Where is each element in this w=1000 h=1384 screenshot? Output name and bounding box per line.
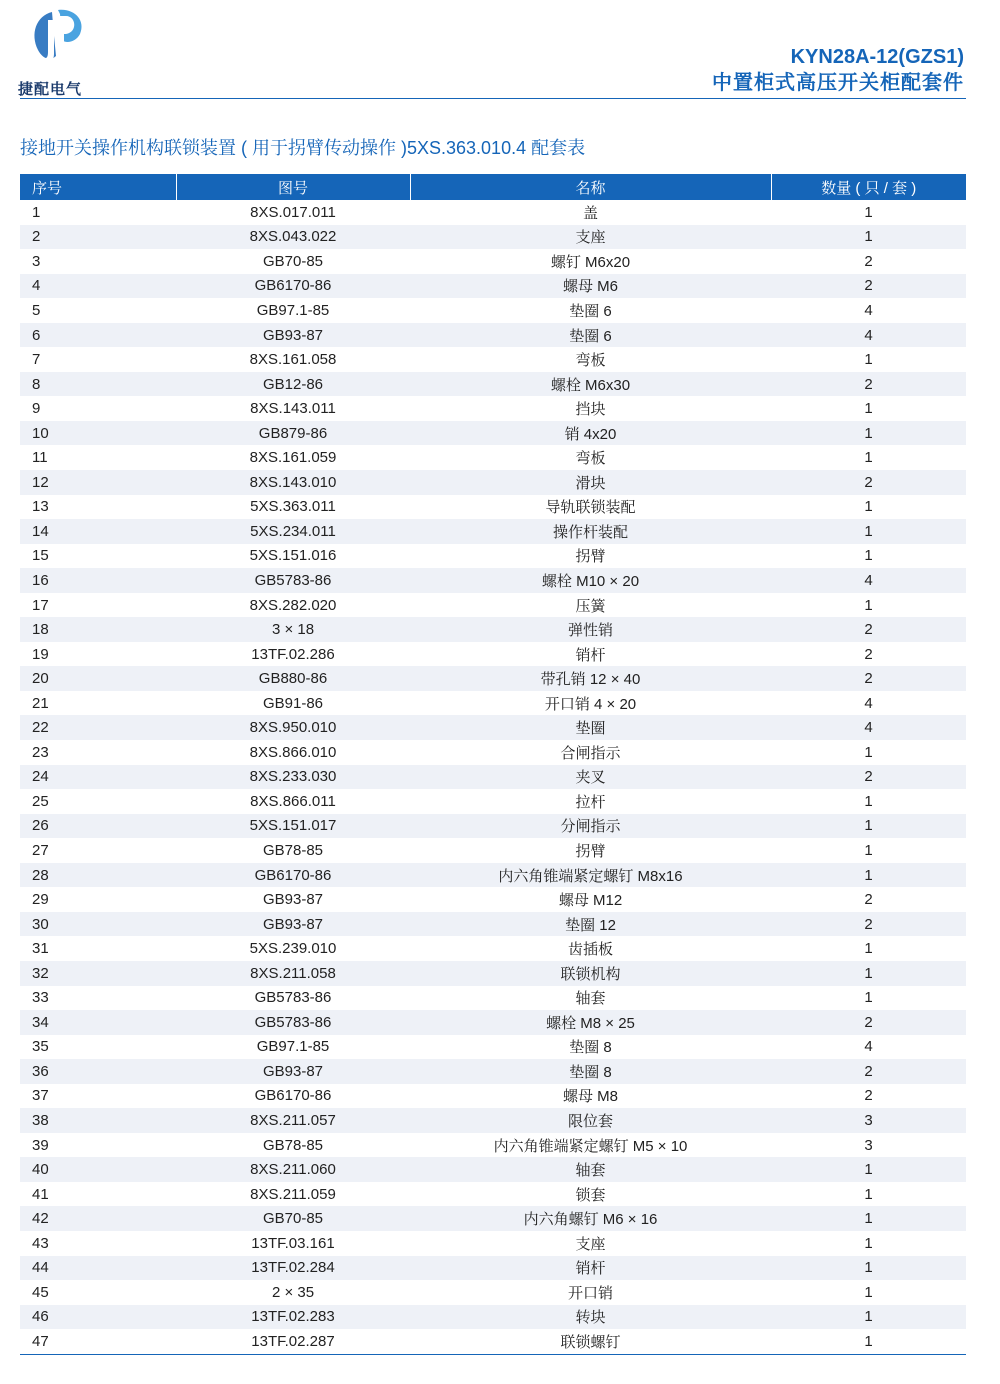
- cell-drawing-number: GB97.1-85: [256, 1038, 330, 1056]
- table-row: [20, 544, 966, 569]
- cell-drawing-number: GB879-86: [176, 421, 410, 446]
- table-row: [20, 495, 966, 520]
- table-row: [20, 323, 966, 348]
- parts-table-container: [20, 174, 966, 1355]
- table-row: [20, 347, 966, 372]
- cell-no: 18: [20, 617, 176, 642]
- table-row: [20, 445, 966, 470]
- cell-drawing-number: GB6170-86: [176, 274, 410, 299]
- cell-drawing-number: 13TF.02.287: [251, 1332, 335, 1350]
- cell-drawing-number: GB5783-86: [254, 989, 332, 1007]
- cell-no: 4: [20, 274, 176, 299]
- cell-quantity: 1: [771, 814, 966, 839]
- cell-part-name: 内六角锥端紧定螺钉 M8x16: [410, 863, 771, 888]
- cell-no: 13: [32, 498, 49, 516]
- cell-quantity: 2: [771, 617, 966, 642]
- cell-drawing-number: 8XS.161.059: [249, 449, 337, 467]
- cell-drawing-number: GB93-87: [176, 1059, 410, 1084]
- table-row: [20, 863, 966, 888]
- cell-part-name: 垫圈 8: [410, 1059, 771, 1084]
- cell-no: 9: [32, 400, 41, 418]
- table-row: [20, 470, 966, 495]
- cell-quantity: 1: [771, 225, 966, 250]
- cell-quantity: 1: [864, 1283, 873, 1301]
- cell-quantity: 1: [864, 203, 873, 221]
- table-row: [20, 1329, 966, 1354]
- cell-no: 44: [20, 1256, 176, 1281]
- table-row: [20, 372, 966, 397]
- cell-part-name: 夹叉: [410, 765, 771, 790]
- cell-no: 20: [20, 666, 176, 691]
- cell-drawing-number: 13TF.02.286: [251, 645, 335, 663]
- cell-quantity: 2: [771, 912, 966, 937]
- cell-drawing-number: 8XS.161.058: [249, 351, 337, 369]
- product-series: 中置柜式高压开关柜配套件: [712, 72, 964, 94]
- cell-part-name: 分闸指示: [410, 814, 771, 839]
- cell-no: 11: [32, 449, 48, 467]
- table-row: [20, 1035, 966, 1060]
- table-row: [20, 249, 966, 274]
- table-row: [20, 1084, 966, 1109]
- cell-no: 40: [20, 1157, 176, 1182]
- cell-quantity: 2: [771, 274, 966, 299]
- table-row: [20, 421, 966, 446]
- cell-no: 19: [32, 645, 49, 663]
- cell-quantity: 4: [771, 323, 966, 348]
- cell-quantity: 2: [864, 891, 873, 909]
- cell-no: 8: [20, 372, 176, 397]
- table-row: [20, 396, 966, 421]
- table-row: [20, 1280, 966, 1305]
- cell-quantity: 1: [864, 1185, 873, 1203]
- cell-drawing-number: 8XS.211.059: [250, 1185, 336, 1203]
- cell-drawing-number: GB93-87: [176, 912, 410, 937]
- cell-drawing-number: 8XS.017.011: [250, 203, 336, 221]
- cell-drawing-number: 5XS.151.016: [249, 547, 337, 565]
- cell-drawing-number: GB12-86: [176, 372, 410, 397]
- cell-no: 37: [32, 1087, 49, 1105]
- cell-part-name: 销杆: [575, 646, 606, 664]
- table-header-row: [20, 174, 966, 200]
- cell-quantity: 1: [864, 989, 873, 1007]
- cell-no: 31: [32, 940, 49, 958]
- cell-quantity: 1: [771, 1305, 966, 1330]
- table-bottom-rule: [20, 1354, 966, 1355]
- cell-quantity: 1: [771, 519, 966, 544]
- table-row: [20, 1157, 966, 1182]
- cell-drawing-number: 8XS.211.058: [176, 961, 410, 986]
- table-row: [20, 298, 966, 323]
- cell-drawing-number: GB6170-86: [254, 1087, 332, 1105]
- cell-drawing-number: 8XS.282.020: [249, 596, 337, 614]
- table-row: [20, 519, 966, 544]
- cell-part-name: 联锁螺钉: [560, 1333, 621, 1351]
- cell-part-name: 压簧: [575, 597, 606, 615]
- jp-logo-icon: [24, 6, 90, 72]
- cell-no: 28: [20, 863, 176, 888]
- cell-no: 34: [20, 1010, 176, 1035]
- cell-quantity: 2: [771, 1010, 966, 1035]
- cell-part-name: 开口销: [567, 1284, 613, 1302]
- parts-table: [20, 174, 966, 1354]
- product-model: KYN28A-12(GZS1): [790, 46, 964, 68]
- cell-part-name: 垫圈 6: [410, 323, 771, 348]
- cell-quantity: 2: [771, 1059, 966, 1084]
- cell-quantity: 2: [771, 666, 966, 691]
- cell-quantity: 4: [864, 1038, 873, 1056]
- cell-drawing-number: 5XS.234.011: [176, 519, 410, 544]
- cell-drawing-number: GB91-86: [262, 694, 324, 712]
- cell-part-name: 垫圈 12: [410, 912, 771, 937]
- cell-part-name: 螺母 M6: [410, 274, 771, 299]
- cell-part-name: 垫圈 6: [569, 302, 612, 320]
- cell-drawing-number: 13TF.02.284: [176, 1256, 410, 1281]
- table-row: [20, 1305, 966, 1330]
- cell-part-name: 合闸指示: [560, 744, 621, 762]
- cell-no: 6: [20, 323, 176, 348]
- table-title: 接地开关操作机构联锁装置 ( 用于拐臂传动操作 )5XS.363.010.4 配套表: [20, 138, 586, 158]
- column-header-drawing: 图号: [176, 174, 410, 200]
- cell-quantity: 1: [864, 498, 873, 516]
- cell-quantity: 1: [771, 421, 966, 446]
- cell-quantity: 1: [771, 1256, 966, 1281]
- table-row: [20, 200, 966, 225]
- cell-drawing-number: GB93-87: [262, 891, 324, 909]
- cell-no: 26: [20, 814, 176, 839]
- cell-quantity: 4: [864, 694, 873, 712]
- cell-quantity: 1: [771, 863, 966, 888]
- cell-no: 30: [20, 912, 176, 937]
- cell-no: 7: [32, 351, 41, 369]
- cell-drawing-number: 5XS.239.010: [249, 940, 337, 958]
- table-row: [20, 1059, 966, 1084]
- cell-part-name: 内六角螺钉 M6 × 16: [410, 1206, 771, 1231]
- cell-drawing-number: 8XS.143.010: [176, 470, 410, 495]
- cell-drawing-number: 5XS.151.017: [176, 814, 410, 839]
- cell-drawing-number: 8XS.211.057: [176, 1108, 410, 1133]
- cell-quantity: 1: [864, 940, 873, 958]
- table-row: [20, 765, 966, 790]
- cell-quantity: 1: [864, 351, 873, 369]
- cell-part-name: 导轨联锁装配: [545, 499, 636, 517]
- table-row: [20, 568, 966, 593]
- cell-no: 38: [20, 1108, 176, 1133]
- cell-part-name: 开口销 4 × 20: [544, 695, 637, 713]
- cell-no: 21: [32, 694, 49, 712]
- cell-no: 14: [20, 519, 176, 544]
- cell-part-name: 操作杆装配: [410, 519, 771, 544]
- cell-quantity: 1: [771, 1157, 966, 1182]
- cell-drawing-number: 5XS.363.011: [250, 498, 336, 516]
- cell-drawing-number: GB880-86: [176, 666, 410, 691]
- header-divider: [20, 98, 966, 99]
- cell-drawing-number: GB70-85: [176, 1206, 410, 1231]
- cell-no: 22: [20, 715, 176, 740]
- cell-part-name: 弹性销: [410, 617, 771, 642]
- cell-quantity: 1: [864, 743, 873, 761]
- table-row: [20, 986, 966, 1011]
- cell-no: 12: [20, 470, 176, 495]
- cell-drawing-number: 8XS.866.011: [250, 792, 336, 810]
- cell-quantity: 4: [771, 715, 966, 740]
- column-header-name: 名称: [410, 174, 771, 200]
- table-row: [20, 617, 966, 642]
- cell-part-name: 转块: [410, 1305, 771, 1330]
- column-header-no: 序号: [20, 174, 176, 200]
- cell-quantity: 1: [864, 596, 873, 614]
- cell-part-name: 挡块: [575, 401, 606, 419]
- cell-drawing-number: GB6170-86: [176, 863, 410, 888]
- cell-part-name: 盖: [582, 204, 598, 222]
- cell-drawing-number: GB93-87: [176, 323, 410, 348]
- cell-no: 27: [32, 841, 49, 859]
- cell-drawing-number: 8XS.866.010: [249, 743, 337, 761]
- cell-quantity: 1: [864, 400, 873, 418]
- cell-part-name: 螺母 M12: [558, 892, 623, 910]
- cell-quantity: 1: [864, 1234, 873, 1252]
- cell-no: 24: [20, 765, 176, 790]
- cell-quantity: 2: [771, 765, 966, 790]
- cell-no: 10: [20, 421, 176, 446]
- cell-part-name: 拐臂: [575, 842, 606, 860]
- cell-quantity: 3: [864, 1136, 873, 1154]
- cell-part-name: 联锁机构: [410, 961, 771, 986]
- table-body: [20, 200, 966, 1354]
- cell-quantity: 1: [771, 1206, 966, 1231]
- table-row: [20, 887, 966, 912]
- cell-quantity: 1: [864, 792, 873, 810]
- table-row: [20, 1108, 966, 1133]
- cell-quantity: 2: [771, 372, 966, 397]
- cell-part-name: 螺栓 M10 × 20: [410, 568, 771, 593]
- cell-no: 36: [20, 1059, 176, 1084]
- header: [712, 44, 964, 96]
- table-row: [20, 666, 966, 691]
- cell-quantity: 4: [864, 301, 873, 319]
- table-row: [20, 1256, 966, 1281]
- cell-no: 1: [32, 203, 41, 221]
- cell-no: 35: [32, 1038, 49, 1056]
- cell-part-name: 轴套: [575, 990, 606, 1008]
- cell-part-name: 弯板: [575, 450, 606, 468]
- cell-part-name: 垫圈: [410, 715, 771, 740]
- cell-quantity: 1: [864, 547, 873, 565]
- cell-drawing-number: GB5783-86: [176, 1010, 410, 1035]
- cell-quantity: 1: [864, 841, 873, 859]
- cell-no: 15: [32, 547, 49, 565]
- cell-part-name: 支座: [575, 1235, 606, 1253]
- cell-part-name: 销杆: [410, 1256, 771, 1281]
- table-row: [20, 961, 966, 986]
- cell-part-name: 销 4x20: [410, 421, 771, 446]
- cell-quantity: 1: [864, 1332, 873, 1350]
- cell-drawing-number: 8XS.143.011: [250, 400, 336, 418]
- cell-no: 17: [32, 596, 49, 614]
- cell-drawing-number: 8XS.233.030: [176, 765, 410, 790]
- column-header-qty: 数量 ( 只 / 套 ): [771, 174, 966, 200]
- cell-drawing-number: 13TF.03.161: [251, 1234, 335, 1252]
- cell-quantity: 2: [864, 1087, 873, 1105]
- cell-no: 47: [32, 1332, 49, 1350]
- cell-no: 25: [32, 792, 49, 810]
- table-row: [20, 1206, 966, 1231]
- cell-quantity: 4: [771, 568, 966, 593]
- cell-drawing-number: 8XS.211.060: [176, 1157, 410, 1182]
- cell-drawing-number: GB78-85: [262, 841, 324, 859]
- cell-part-name: 弯板: [575, 352, 606, 370]
- cell-no: 33: [32, 989, 49, 1007]
- table-row: [20, 1010, 966, 1035]
- cell-part-name: 螺栓 M8 × 25: [410, 1010, 771, 1035]
- table-row: [20, 838, 966, 863]
- cell-no: 23: [32, 743, 49, 761]
- cell-part-name: 轴套: [410, 1157, 771, 1182]
- table-row: [20, 715, 966, 740]
- table-row: [20, 1231, 966, 1256]
- cell-no: 41: [32, 1185, 49, 1203]
- cell-drawing-number: 3 × 18: [176, 617, 410, 642]
- cell-part-name: 拉杆: [575, 793, 606, 811]
- cell-part-name: 内六角锥端紧定螺钉 M5 × 10: [493, 1137, 688, 1155]
- table-row: [20, 912, 966, 937]
- cell-part-name: 拐臂: [575, 548, 606, 566]
- cell-no: 29: [32, 891, 49, 909]
- cell-part-name: 滑块: [410, 470, 771, 495]
- cell-quantity: 2: [771, 470, 966, 495]
- cell-part-name: 垫圈 8: [569, 1039, 612, 1057]
- table-row: [20, 936, 966, 961]
- cell-drawing-number: 13TF.02.283: [176, 1305, 410, 1330]
- cell-part-name: 螺钉 M6x20: [550, 253, 631, 271]
- cell-no: 45: [32, 1283, 49, 1301]
- cell-part-name: 齿插板: [567, 941, 613, 959]
- cell-no: 39: [32, 1136, 49, 1154]
- cell-drawing-number: GB5783-86: [176, 568, 410, 593]
- table-row: [20, 691, 966, 716]
- table-row: [20, 740, 966, 765]
- table-row: [20, 225, 966, 250]
- cell-part-name: 支座: [410, 225, 771, 250]
- table-row: [20, 642, 966, 667]
- cell-no: 43: [32, 1234, 49, 1252]
- cell-no: 46: [20, 1305, 176, 1330]
- table-row: [20, 274, 966, 299]
- cell-quantity: 1: [771, 961, 966, 986]
- cell-part-name: 带孔销 12 × 40: [410, 666, 771, 691]
- cell-drawing-number: GB78-85: [262, 1136, 324, 1154]
- cell-part-name: 锁套: [575, 1186, 606, 1204]
- table-row: [20, 1182, 966, 1207]
- cell-quantity: 2: [864, 645, 873, 663]
- table-row: [20, 593, 966, 618]
- cell-no: 32: [20, 961, 176, 986]
- table-row: [20, 789, 966, 814]
- table-row: [20, 814, 966, 839]
- cell-part-name: 螺母 M8: [562, 1088, 618, 1106]
- company-logo: [14, 6, 114, 96]
- cell-quantity: 2: [864, 252, 873, 270]
- cell-no: 3: [32, 252, 41, 270]
- cell-part-name: 螺栓 M6x30: [410, 372, 771, 397]
- cell-no: 42: [20, 1206, 176, 1231]
- cell-no: 5: [32, 301, 41, 319]
- cell-no: 16: [20, 568, 176, 593]
- cell-no: 2: [20, 225, 176, 250]
- cell-drawing-number: GB70-85: [262, 252, 324, 270]
- table-row: [20, 1133, 966, 1158]
- cell-drawing-number: 8XS.950.010: [176, 715, 410, 740]
- cell-part-name: 限位套: [410, 1108, 771, 1133]
- cell-drawing-number: 2 × 35: [271, 1283, 315, 1301]
- cell-quantity: 1: [864, 449, 873, 467]
- cell-drawing-number: 8XS.043.022: [176, 225, 410, 250]
- brand-name: 捷配电气: [18, 81, 83, 98]
- cell-quantity: 3: [771, 1108, 966, 1133]
- cell-drawing-number: GB97.1-85: [256, 301, 330, 319]
